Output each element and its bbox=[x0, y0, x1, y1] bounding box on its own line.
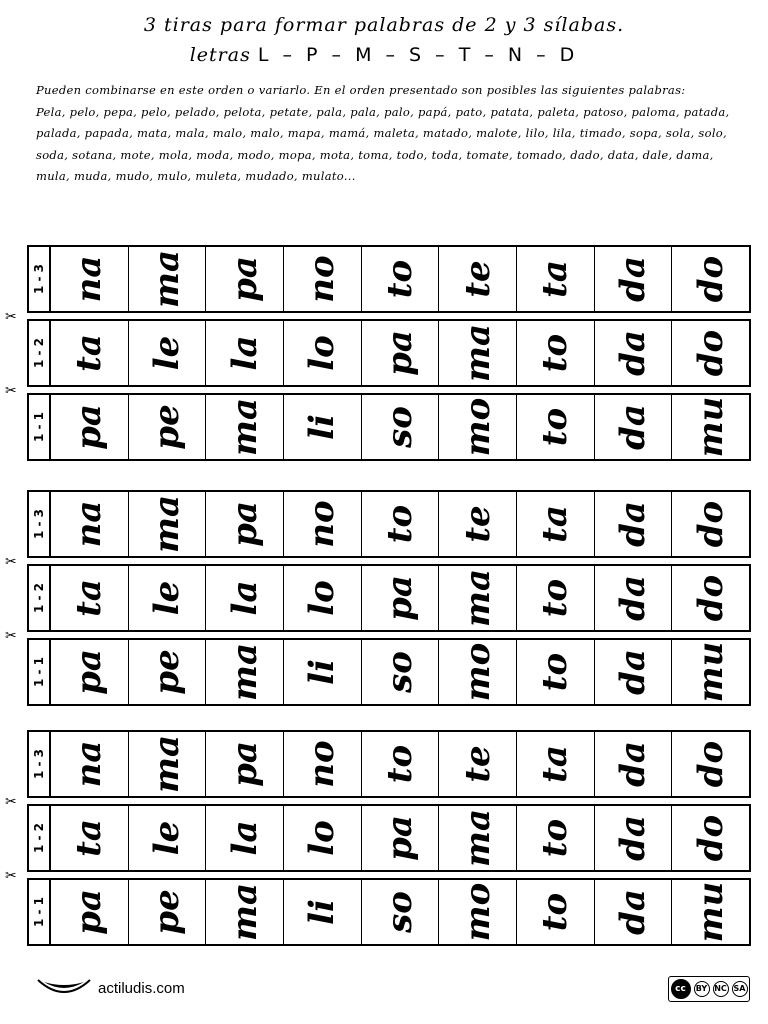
syllable-cell bbox=[439, 640, 517, 704]
syllable-cell bbox=[362, 806, 440, 870]
syllable-strip bbox=[27, 730, 751, 798]
scissors-icon: ✂ bbox=[5, 309, 17, 325]
scissors-icon: ✂ bbox=[5, 554, 17, 570]
syllable-text: ma bbox=[457, 568, 498, 628]
syllable-text: da bbox=[613, 501, 654, 547]
syllable-text: to bbox=[535, 652, 576, 692]
scissors-icon: ✂ bbox=[5, 794, 17, 810]
syllable-text: da bbox=[613, 889, 654, 935]
syllable-cell bbox=[206, 806, 284, 870]
syllable-cell bbox=[129, 247, 207, 311]
syllable-text: pa bbox=[224, 741, 265, 787]
syllable-cell bbox=[672, 806, 749, 870]
syllable-strip bbox=[27, 319, 751, 387]
strip-label bbox=[29, 395, 51, 459]
syllable-cell bbox=[362, 395, 440, 459]
syllable-text: ma bbox=[147, 249, 187, 309]
syllable-cell bbox=[595, 566, 673, 630]
scissors-icon: ✂ bbox=[5, 868, 17, 884]
syllable-text: ta bbox=[535, 505, 576, 543]
syllable-text: to bbox=[535, 333, 576, 373]
syllable-cell bbox=[284, 732, 362, 796]
syllable-text: do bbox=[690, 329, 731, 377]
syllable-cell bbox=[672, 492, 749, 556]
syllable-text: to bbox=[535, 407, 576, 447]
strip-label-text: 1 - 2 bbox=[32, 822, 46, 854]
syllable-cell bbox=[517, 880, 595, 944]
syllable-cell bbox=[51, 880, 129, 944]
syllable-cell bbox=[51, 247, 129, 311]
syllable-cell bbox=[51, 492, 129, 556]
syllable-text: lo bbox=[302, 580, 343, 616]
syllable-text: pa bbox=[380, 330, 421, 376]
syllable-cell bbox=[595, 492, 673, 556]
syllable-cell bbox=[51, 566, 129, 630]
syllable-cell bbox=[129, 732, 207, 796]
syllable-strip bbox=[27, 804, 751, 872]
syllable-cell bbox=[517, 732, 595, 796]
cc-icon: cc bbox=[671, 979, 691, 999]
syllable-text: to bbox=[380, 259, 421, 299]
syllable-cell bbox=[439, 566, 517, 630]
strip-label bbox=[29, 732, 51, 796]
syllable-cell bbox=[595, 640, 673, 704]
intro-text bbox=[36, 80, 736, 188]
strip-label bbox=[29, 492, 51, 556]
strip-label-text: 1 - 1 bbox=[32, 656, 46, 688]
syllable-text: li bbox=[302, 659, 343, 685]
syllable-cell bbox=[362, 247, 440, 311]
syllable-text: mo bbox=[457, 882, 498, 942]
syllable-cell bbox=[672, 880, 749, 944]
syllable-cell bbox=[362, 732, 440, 796]
syllable-cell bbox=[206, 395, 284, 459]
strip-label-text: 1 - 1 bbox=[32, 411, 46, 443]
syllable-cell bbox=[206, 732, 284, 796]
syllable-cell bbox=[362, 640, 440, 704]
syllable-text: le bbox=[147, 580, 187, 616]
syllable-text: li bbox=[302, 414, 343, 440]
syllable-text: pa bbox=[69, 649, 110, 695]
syllable-text: la bbox=[224, 335, 265, 371]
syllable-text: ma bbox=[224, 397, 265, 457]
intro-paragraph-2: Pela, pelo, pepa, pelo, pelado, pelota, petate, pala, pala, palo, papá, pato, patata, paleta, patoso, paloma, patada, palada, papada, mata, mala, malo, malo, mapa, mamá, maleta, matado, malote, lilo, lila, timado, sopa, sola, solo, soda, sotana, mote, mola, moda, modo, mopa, mota, toma, todo, toda, tomate, tomado, dado, data, dale, dama, mula, muda, mudo, mulo, muleta, mudado, mulato... bbox=[36, 104, 730, 183]
strip-label-text: 1 - 3 bbox=[32, 508, 46, 540]
syllable-text: li bbox=[302, 899, 343, 925]
syllable-text: la bbox=[224, 580, 265, 616]
syllable-text: te bbox=[457, 745, 498, 783]
syllable-text: na bbox=[69, 740, 110, 788]
syllable-text: no bbox=[302, 500, 343, 548]
syllable-cell bbox=[517, 492, 595, 556]
syllable-text: lo bbox=[302, 335, 343, 371]
syllable-text: pe bbox=[147, 649, 187, 695]
syllable-cell bbox=[51, 321, 129, 385]
syllable-cell bbox=[51, 806, 129, 870]
strip-label-text: 1 - 2 bbox=[32, 337, 46, 369]
scissors-icon: ✂ bbox=[5, 383, 17, 399]
syllable-cell bbox=[672, 732, 749, 796]
syllable-cell bbox=[206, 321, 284, 385]
syllable-cell bbox=[672, 321, 749, 385]
syllable-text: da bbox=[613, 330, 654, 376]
syllable-strip bbox=[27, 245, 751, 313]
syllable-text: so bbox=[380, 406, 421, 448]
syllable-cell bbox=[517, 321, 595, 385]
syllable-text: no bbox=[302, 255, 343, 303]
syllable-text: ta bbox=[69, 579, 110, 617]
syllable-text: to bbox=[535, 892, 576, 932]
syllable-text: ma bbox=[224, 642, 265, 702]
syllable-text: ta bbox=[69, 819, 110, 857]
syllable-text: pa bbox=[224, 501, 265, 547]
syllable-text: la bbox=[224, 820, 265, 856]
syllable-text: pa bbox=[69, 889, 110, 935]
cc-sa-icon: SA bbox=[732, 981, 748, 997]
syllable-text: mo bbox=[457, 642, 498, 702]
syllable-cell bbox=[284, 640, 362, 704]
syllable-strip bbox=[27, 564, 751, 632]
syllable-cell bbox=[517, 395, 595, 459]
syllable-text: le bbox=[147, 335, 187, 371]
syllable-cell bbox=[595, 880, 673, 944]
cc-nc-icon: NC bbox=[713, 981, 729, 997]
syllable-text: te bbox=[457, 260, 498, 298]
syllable-strip bbox=[27, 393, 751, 461]
syllable-text: pa bbox=[380, 575, 421, 621]
strip-label-text: 1 - 1 bbox=[32, 896, 46, 928]
syllable-cell bbox=[439, 247, 517, 311]
syllable-text: pe bbox=[147, 889, 187, 935]
page-title: 3 tiras para formar palabras de 2 y 3 sílabas. bbox=[143, 14, 625, 36]
syllable-cell bbox=[129, 880, 207, 944]
syllable-cell bbox=[439, 806, 517, 870]
syllable-text: na bbox=[69, 255, 110, 303]
syllable-cell bbox=[595, 806, 673, 870]
syllable-cell bbox=[672, 566, 749, 630]
syllable-cell bbox=[206, 492, 284, 556]
syllable-strip bbox=[27, 490, 751, 558]
syllable-text: do bbox=[690, 255, 731, 303]
letters-prefix: letras bbox=[189, 44, 251, 66]
strip-label bbox=[29, 806, 51, 870]
syllable-cell bbox=[439, 321, 517, 385]
strip-label-text: 1 - 3 bbox=[32, 748, 46, 780]
syllable-cell bbox=[595, 321, 673, 385]
syllable-text: da bbox=[613, 815, 654, 861]
syllable-text: to bbox=[380, 744, 421, 784]
syllable-cell bbox=[517, 566, 595, 630]
syllable-text: da bbox=[613, 256, 654, 302]
syllable-cell bbox=[129, 492, 207, 556]
syllable-text: ta bbox=[535, 260, 576, 298]
strip-label-text: 1 - 3 bbox=[32, 263, 46, 295]
syllable-cell bbox=[284, 395, 362, 459]
syllable-text: mo bbox=[457, 397, 498, 457]
syllable-cell bbox=[439, 880, 517, 944]
syllable-cell bbox=[362, 880, 440, 944]
syllable-cell bbox=[206, 247, 284, 311]
syllable-text: ma bbox=[147, 494, 187, 554]
syllable-text: pe bbox=[147, 404, 187, 450]
syllable-text: to bbox=[535, 818, 576, 858]
syllable-text: mu bbox=[690, 396, 731, 458]
syllable-text: ma bbox=[147, 734, 187, 794]
footer-site[interactable]: actiludis.com bbox=[98, 980, 185, 997]
syllable-cell bbox=[284, 566, 362, 630]
syllable-cell bbox=[129, 566, 207, 630]
syllable-cell bbox=[206, 566, 284, 630]
syllable-cell bbox=[129, 321, 207, 385]
syllable-text: na bbox=[69, 500, 110, 548]
syllable-text: pa bbox=[380, 815, 421, 861]
syllable-text: lo bbox=[302, 820, 343, 856]
syllable-cell bbox=[284, 492, 362, 556]
strip-label bbox=[29, 321, 51, 385]
syllable-text: so bbox=[380, 891, 421, 933]
syllable-cell bbox=[517, 640, 595, 704]
syllable-text: do bbox=[690, 740, 731, 788]
syllable-text: ma bbox=[457, 808, 498, 868]
strip-label-text: 1 - 2 bbox=[32, 582, 46, 614]
syllable-cell bbox=[672, 247, 749, 311]
syllable-text: da bbox=[613, 575, 654, 621]
strip-label bbox=[29, 880, 51, 944]
syllable-cell bbox=[672, 640, 749, 704]
syllable-text: ta bbox=[69, 334, 110, 372]
syllable-text: to bbox=[535, 578, 576, 618]
syllable-cell bbox=[206, 880, 284, 944]
syllable-cell bbox=[284, 806, 362, 870]
syllable-cell bbox=[206, 640, 284, 704]
syllable-cell bbox=[51, 395, 129, 459]
actiludis-logo-icon bbox=[34, 974, 94, 1002]
cc-license-badge[interactable] bbox=[668, 976, 750, 1002]
syllable-cell bbox=[362, 566, 440, 630]
syllable-text: mu bbox=[690, 881, 731, 943]
syllable-cell bbox=[595, 395, 673, 459]
strip-label bbox=[29, 640, 51, 704]
syllable-cell bbox=[362, 321, 440, 385]
syllable-strip bbox=[27, 878, 751, 946]
syllable-text: ma bbox=[224, 882, 265, 942]
syllable-text: pa bbox=[224, 256, 265, 302]
scissors-icon: ✂ bbox=[5, 628, 17, 644]
syllable-text: pa bbox=[69, 404, 110, 450]
syllable-cell bbox=[51, 732, 129, 796]
intro-paragraph-1: Pueden combinarse en este orden o variarlo. En el orden presentado son posibles las siguientes palabras: bbox=[36, 83, 686, 97]
syllable-cell bbox=[595, 732, 673, 796]
syllable-cell bbox=[439, 492, 517, 556]
syllable-text: do bbox=[690, 814, 731, 862]
syllable-cell bbox=[439, 395, 517, 459]
syllable-cell bbox=[129, 395, 207, 459]
syllable-text: so bbox=[380, 651, 421, 693]
syllable-cell bbox=[284, 321, 362, 385]
letters-line bbox=[0, 44, 768, 66]
syllable-text: te bbox=[457, 505, 498, 543]
syllable-text: do bbox=[690, 574, 731, 622]
syllable-cell bbox=[517, 806, 595, 870]
syllable-text: da bbox=[613, 404, 654, 450]
syllable-text: da bbox=[613, 741, 654, 787]
syllable-text: do bbox=[690, 500, 731, 548]
syllable-text: ta bbox=[535, 745, 576, 783]
syllable-cell bbox=[362, 492, 440, 556]
syllable-strip bbox=[27, 638, 751, 706]
strip-label bbox=[29, 247, 51, 311]
syllable-cell bbox=[672, 395, 749, 459]
syllable-cell bbox=[284, 880, 362, 944]
syllable-text: no bbox=[302, 740, 343, 788]
syllable-cell bbox=[595, 247, 673, 311]
strip-label bbox=[29, 566, 51, 630]
syllable-text: ma bbox=[457, 323, 498, 383]
syllable-cell bbox=[129, 806, 207, 870]
syllable-text: to bbox=[380, 504, 421, 544]
syllable-cell bbox=[129, 640, 207, 704]
syllable-text: da bbox=[613, 649, 654, 695]
letters-list: L – P – M – S – T – N – D bbox=[257, 44, 579, 66]
syllable-cell bbox=[284, 247, 362, 311]
syllable-text: mu bbox=[690, 641, 731, 703]
syllable-cell bbox=[517, 247, 595, 311]
syllable-text: le bbox=[147, 820, 187, 856]
syllable-cell bbox=[51, 640, 129, 704]
cc-by-icon: BY bbox=[694, 981, 710, 997]
syllable-cell bbox=[439, 732, 517, 796]
